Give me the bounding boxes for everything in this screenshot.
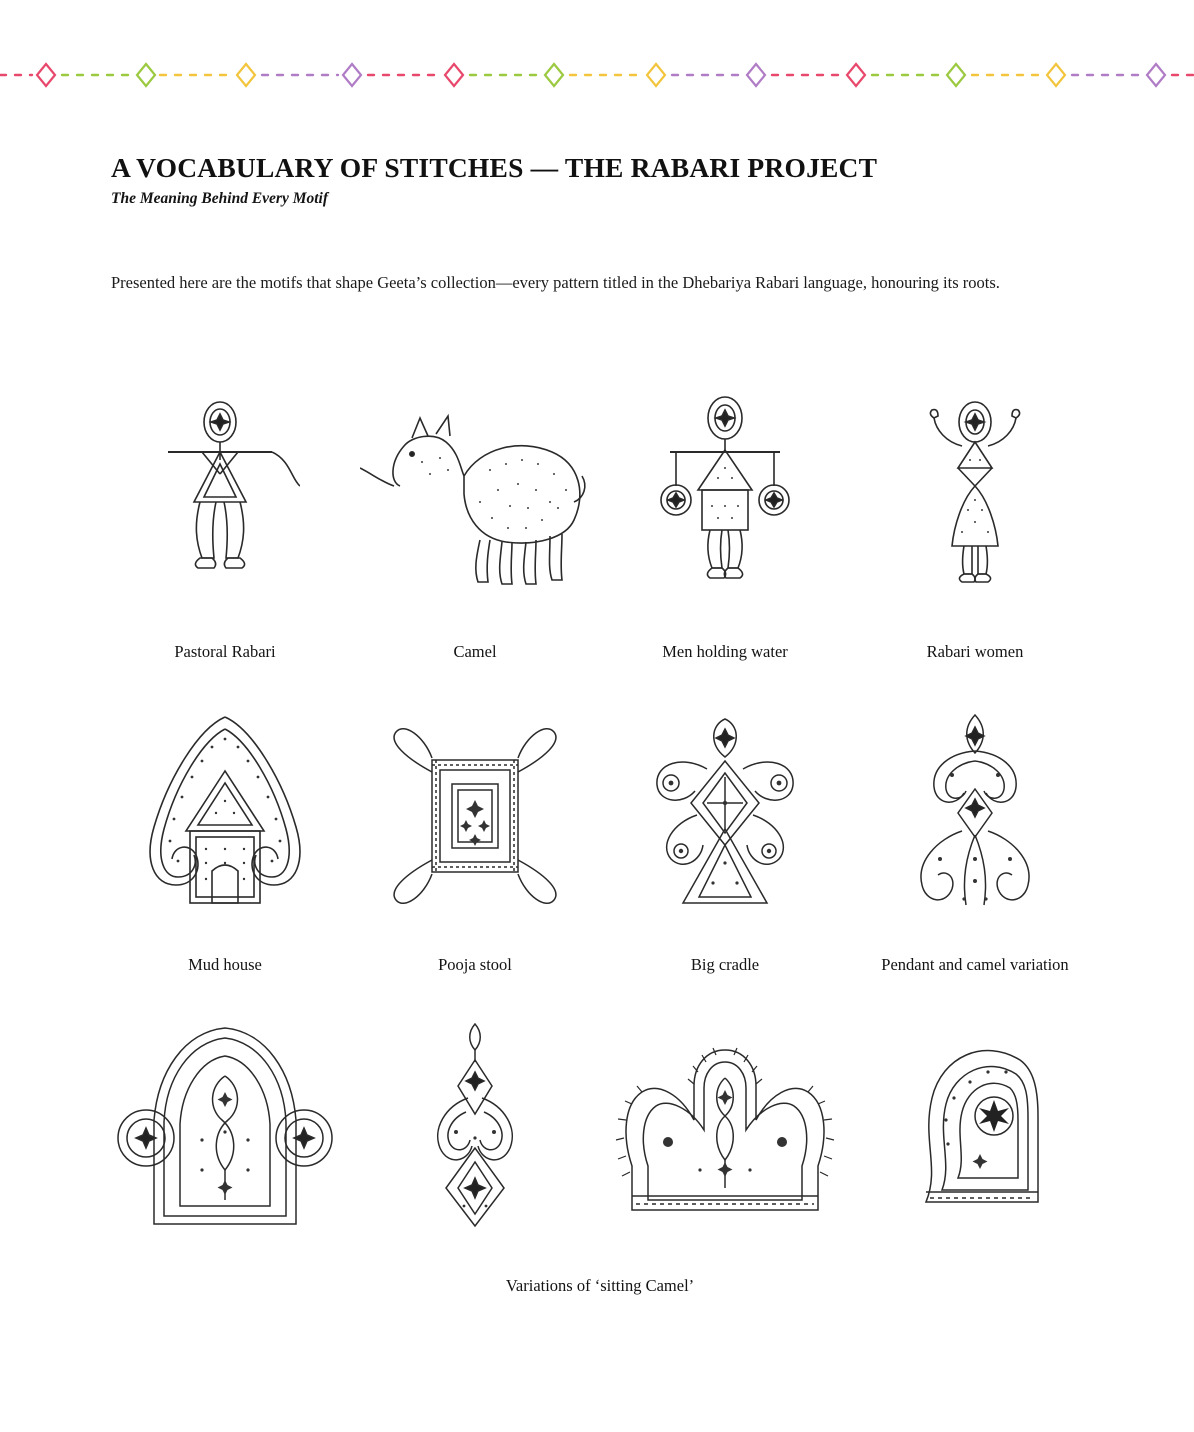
camel-icon [360, 370, 590, 620]
motif-cell [600, 1005, 850, 1250]
motif-cell [100, 694, 350, 975]
motif-cell [600, 694, 850, 975]
motif-label: Pendant and camel variation [881, 954, 1069, 974]
motif-row [100, 370, 1100, 662]
sitting-camel-variation-4-icon [888, 1005, 1063, 1250]
motif-cell [600, 370, 850, 662]
big-cradle-icon [625, 694, 825, 939]
sitting-camel-variation-2-icon [410, 1005, 540, 1250]
motif-label: Pooja stool [438, 954, 512, 974]
page-subtitle: The Meaning Behind Every Motif [111, 190, 329, 207]
motif-cell [100, 370, 350, 662]
decorative-top-border [0, 52, 1194, 98]
motif-label: Men holding water [662, 642, 788, 661]
motif-label: Camel [453, 642, 497, 661]
motif-cell [100, 1005, 350, 1250]
motif-label: Mud house [188, 954, 262, 974]
sitting-camel-group-label: Variations of ‘sitting Camel’ [505, 1275, 695, 1295]
document-header [111, 152, 1091, 208]
intro-paragraph: Presented here are the motifs that shape Geeta’s collection—every pattern titled in the Dhebariya Rabari language, honouring its roots. [111, 272, 1000, 292]
motif-label: Pastoral Rabari [174, 642, 276, 661]
motif-cell [350, 370, 600, 662]
sitting-camel-variation-1-icon [110, 1005, 340, 1250]
motif-grid [100, 370, 1100, 1296]
motif-cell [850, 370, 1100, 662]
pastoral-rabari-icon [150, 370, 300, 620]
motif-label: Big cradle [690, 954, 760, 974]
pooja-stool-icon [370, 694, 580, 939]
motif-cell [350, 1005, 600, 1250]
mud-house-icon [120, 694, 330, 939]
rabari-women-icon [910, 370, 1040, 620]
pendant-camel-variation-icon [880, 694, 1070, 939]
motif-label: Rabari women [926, 642, 1024, 661]
sitting-camel-variation-3-icon [610, 1005, 840, 1250]
page-title: A VOCABULARY OF STITCHES — THE RABARI PROJECT [111, 152, 878, 183]
motif-cell [850, 694, 1100, 975]
motif-cell [850, 1005, 1100, 1250]
motif-row [100, 1005, 1100, 1250]
motif-row [100, 694, 1100, 975]
motif-cell [350, 694, 600, 975]
men-holding-water-icon [640, 370, 810, 620]
